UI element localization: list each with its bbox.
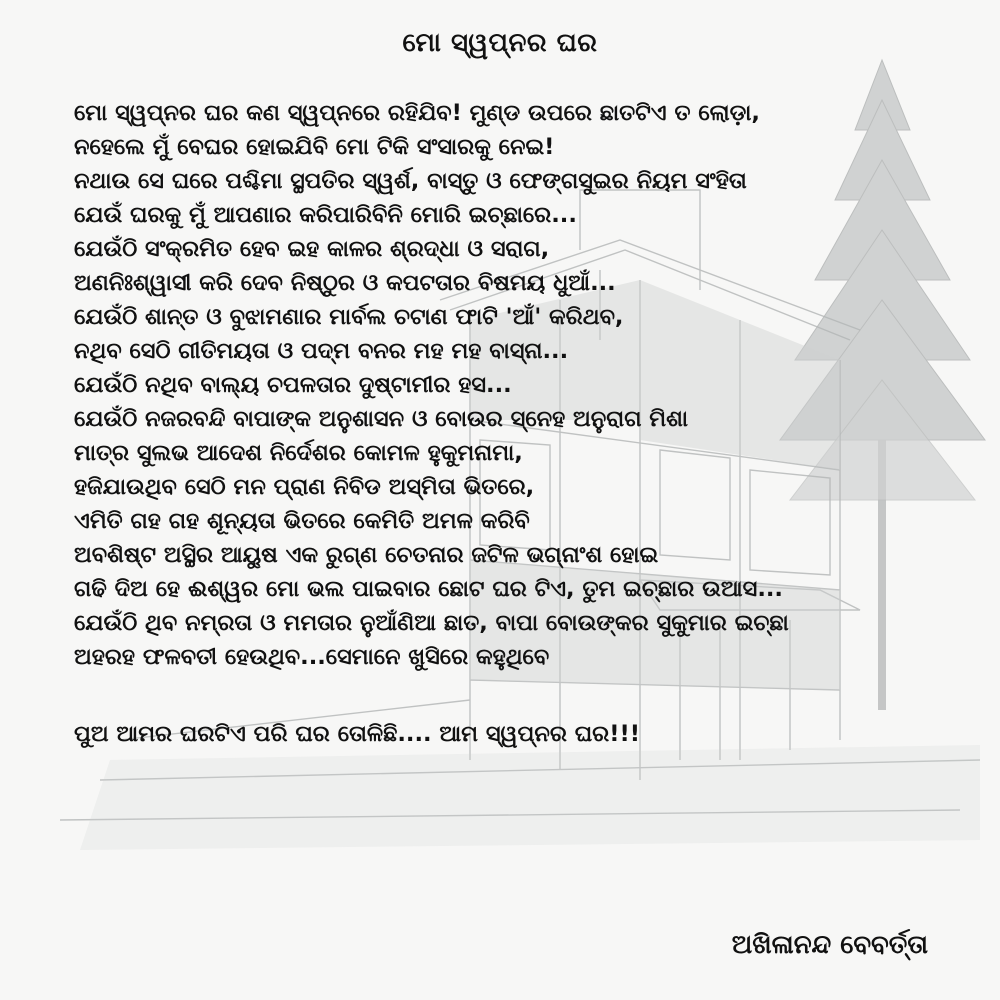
poem-line: ଅଣନିଃଶ୍ୱାସୀ କରି ଦେବ ନିଷ୍ଠୁର ଓ କପଟତାର ବିଷମୟ ଧୁଆଁ...: [74, 270, 616, 296]
poem-title: ମୋ ସ୍ୱପ୍ନର ଘର: [402, 28, 598, 58]
poem-line: ନହେଲେ ମୁଁ ବେଘର ହୋଇଯିବି ମୋ ଟିକି ସଂସାରକୁ ନେଇ!: [74, 134, 555, 160]
poem-line: ଯେଉଁଠି ଥିବ ନମ୍ରତା ଓ ମମତାର ନୁଆଁଣିଆ ଛାତ, ବାପା ବୋଉଙ୍କର ସୁକୁମାର ଇଚ୍ଛା: [74, 610, 789, 636]
stanza-gap: [74, 674, 954, 717]
poem-line: ନଥାଉ ସେ ଘରେ ପଶ୍ଚିମା ସ୍ଥପତିର ସ୍ୱର୍ଶ, ବାସ୍ତୁ ଓ ଫେଙ୍ଗସୁଇର ନିୟମ ସଂହିତା: [74, 168, 747, 194]
poem-line: ହଜିଯାଉଥିବ ସେଠି ମନ ପ୍ରାଣ ନିବିଡ ଅସ୍ମିତା ଭିତରେ,: [74, 474, 535, 500]
poem-line: ମାତ୍ର ସୁଲଭ ଆଦେଶ ନିର୍ଦେଶର କୋମଳ ହୁକୁମନାମା,: [74, 440, 523, 466]
poem-line: ଯେଉଁଠି ସଂକ୍ରମିତ ହେବ ଇହ କାଳର ଶ୍ରଦ୍ଧା ଓ ସରାଗ,: [74, 236, 550, 262]
poem-line: ଯେଉଁଠି ଶାନ୍ତ ଓ ବୁଝାମଣାର ମାର୍ବଲ ଚଟାଣ ଫାଟି 'ଆଁ' କରିଥବ,: [74, 304, 624, 330]
poem-line: ଗଢି ଦିଅ ହେ ଈଶ୍ୱର ମୋ ଭଲ ପାଇବାର ଛୋଟ ଘର ଟିଏ, ତୁମ ଇଚ୍ଛାର ଉଆସ...: [74, 576, 783, 602]
poem-line: ଯେଉଁଠି ନଜରବନ୍ଦି ବାପାଙ୍କ ଅନୁଶାସନ ଓ ବୋଉର ସ୍ନେହ ଅନୁରାଗ ମିଶା: [74, 406, 689, 432]
poem-line: ନଥିବ ସେଠି ଗୀତିମୟତା ଓ ପଦ୍ମ ବନର ମହ ମହ ବାସ୍ନା...: [74, 338, 569, 364]
author-name: ଅଖିଳାନନ୍ଦ ବେବର୍ତ୍ତା: [731, 930, 928, 960]
poem-closing-line: ପୁଅ ଆମର ଘରଟିଏ ପରି ଘର ତୋଳିଛି.... ଆମ ସ୍ୱପ୍ନର ଘର!!!: [74, 721, 640, 747]
poem-line: ଯେଉଁଠି ନଥିବ ବାଲ୍ୟ ଚପଳତାର ଦୁଷ୍ଟାମୀର ହସ...: [74, 372, 512, 398]
poem-line: ଏମିତି ଗହ ଗହ ଶୂନ୍ୟତା ଭିତରେ କେମିତି ଅମଳ କରିବି: [74, 508, 530, 534]
poem-body: [74, 96, 954, 751]
poem-line: ଯେଉଁ ଘରକୁ ମୁଁ ଆପଣାର କରିପାରିବିନି ମୋରି ଇଚ୍ଛାରେ...: [74, 202, 577, 228]
poem-line: ଅବଶିଷ୍ଟ ଅସ୍ଥିର ଆୟୁଷ ଏକ ରୁଗ୍ଣ ଚେତନାର ଜଟିଳ ଭଗ୍ନାଂଶ ହୋଇ: [74, 542, 659, 568]
poem-line: ମୋ ସ୍ୱପ୍ନର ଘର କଣ ସ୍ୱପ୍ନରେ ରହିଯିବ! ମୁଣ୍ଡ ଉପରେ ଛାତଟିଏ ତ ଲୋଡ଼ା,: [74, 100, 760, 126]
poem-line: ଅହରହ ଫଳବତୀ ହେଉଥିବ...ସେମାନେ ଖୁସିରେ କହୁଥିବେ: [74, 644, 550, 670]
